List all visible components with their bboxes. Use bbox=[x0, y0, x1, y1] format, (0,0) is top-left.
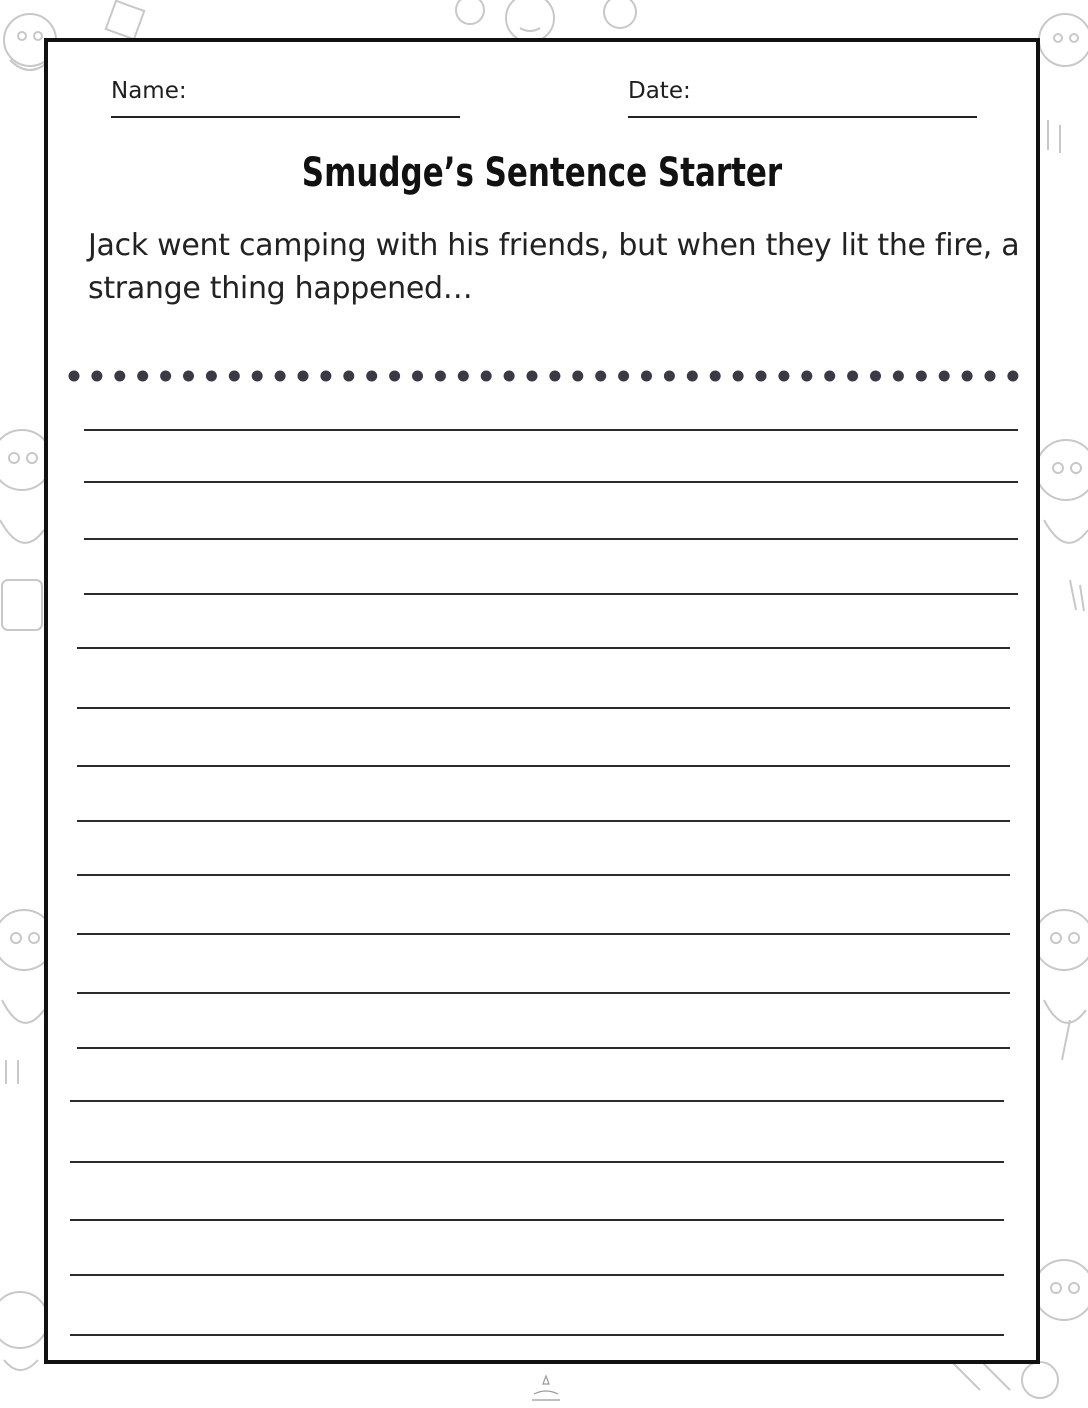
logo-mark bbox=[520, 1374, 572, 1404]
writing-line[interactable] bbox=[70, 1161, 1004, 1163]
divider-dot bbox=[595, 371, 606, 382]
divider-dot bbox=[985, 371, 996, 382]
sentence-starter-prompt: Jack went camping with his friends, but when they lit the fire, a strange thing happened… bbox=[88, 228, 1020, 306]
divider-dot bbox=[160, 371, 171, 382]
date-label: Date: bbox=[628, 78, 691, 104]
divider-dot bbox=[710, 371, 721, 382]
divider-dot bbox=[298, 371, 309, 382]
divider-dot bbox=[801, 371, 812, 382]
divider-dot bbox=[733, 371, 744, 382]
writing-line[interactable] bbox=[70, 1100, 1004, 1102]
divider-dot bbox=[481, 371, 492, 382]
divider-dot bbox=[69, 371, 80, 382]
writing-line[interactable] bbox=[77, 765, 1010, 767]
writing-line[interactable] bbox=[84, 538, 1018, 540]
divider-dot bbox=[343, 371, 354, 382]
writing-line[interactable] bbox=[70, 1274, 1004, 1276]
divider-dot bbox=[641, 371, 652, 382]
writing-line[interactable] bbox=[77, 874, 1010, 876]
writing-line[interactable] bbox=[70, 1219, 1004, 1221]
writing-line[interactable] bbox=[84, 481, 1018, 483]
divider-dot bbox=[389, 371, 400, 382]
divider-dot bbox=[206, 371, 217, 382]
divider-dot bbox=[114, 371, 125, 382]
divider-dot bbox=[824, 371, 835, 382]
divider-dot bbox=[412, 371, 423, 382]
page-title: Smudge’s Sentence Starter bbox=[301, 150, 783, 196]
divider-dot bbox=[435, 371, 446, 382]
divider-dot bbox=[366, 371, 377, 382]
divider-dot bbox=[137, 371, 148, 382]
divider-dot bbox=[847, 371, 858, 382]
writing-line[interactable] bbox=[77, 820, 1010, 822]
divider-dot bbox=[687, 371, 698, 382]
writing-line[interactable] bbox=[77, 707, 1010, 709]
divider-dot bbox=[893, 371, 904, 382]
divider-dot bbox=[778, 371, 789, 382]
divider-dot bbox=[549, 371, 560, 382]
writing-line[interactable] bbox=[84, 593, 1018, 595]
dotted-divider bbox=[64, 366, 1024, 386]
writing-line[interactable] bbox=[84, 429, 1018, 431]
divider-dot bbox=[458, 371, 469, 382]
divider-dot bbox=[870, 371, 881, 382]
writing-line[interactable] bbox=[70, 1334, 1004, 1336]
divider-dot bbox=[1007, 371, 1018, 382]
name-label: Name: bbox=[111, 78, 187, 104]
writing-line[interactable] bbox=[77, 1047, 1010, 1049]
divider-dot bbox=[91, 371, 102, 382]
writing-line[interactable] bbox=[77, 933, 1010, 935]
divider-dot bbox=[962, 371, 973, 382]
date-field-line[interactable] bbox=[628, 116, 977, 118]
writing-line[interactable] bbox=[77, 992, 1010, 994]
divider-dot bbox=[664, 371, 675, 382]
divider-dot bbox=[229, 371, 240, 382]
divider-dot bbox=[183, 371, 194, 382]
divider-dot bbox=[527, 371, 538, 382]
divider-dot bbox=[916, 371, 927, 382]
divider-dot bbox=[939, 371, 950, 382]
divider-dot bbox=[618, 371, 629, 382]
divider-dot bbox=[275, 371, 286, 382]
divider-dot bbox=[756, 371, 767, 382]
writing-line[interactable] bbox=[77, 647, 1010, 649]
divider-dot bbox=[320, 371, 331, 382]
divider-dot bbox=[572, 371, 583, 382]
divider-dot bbox=[252, 371, 263, 382]
divider-dot bbox=[504, 371, 515, 382]
name-field-line[interactable] bbox=[111, 116, 460, 118]
